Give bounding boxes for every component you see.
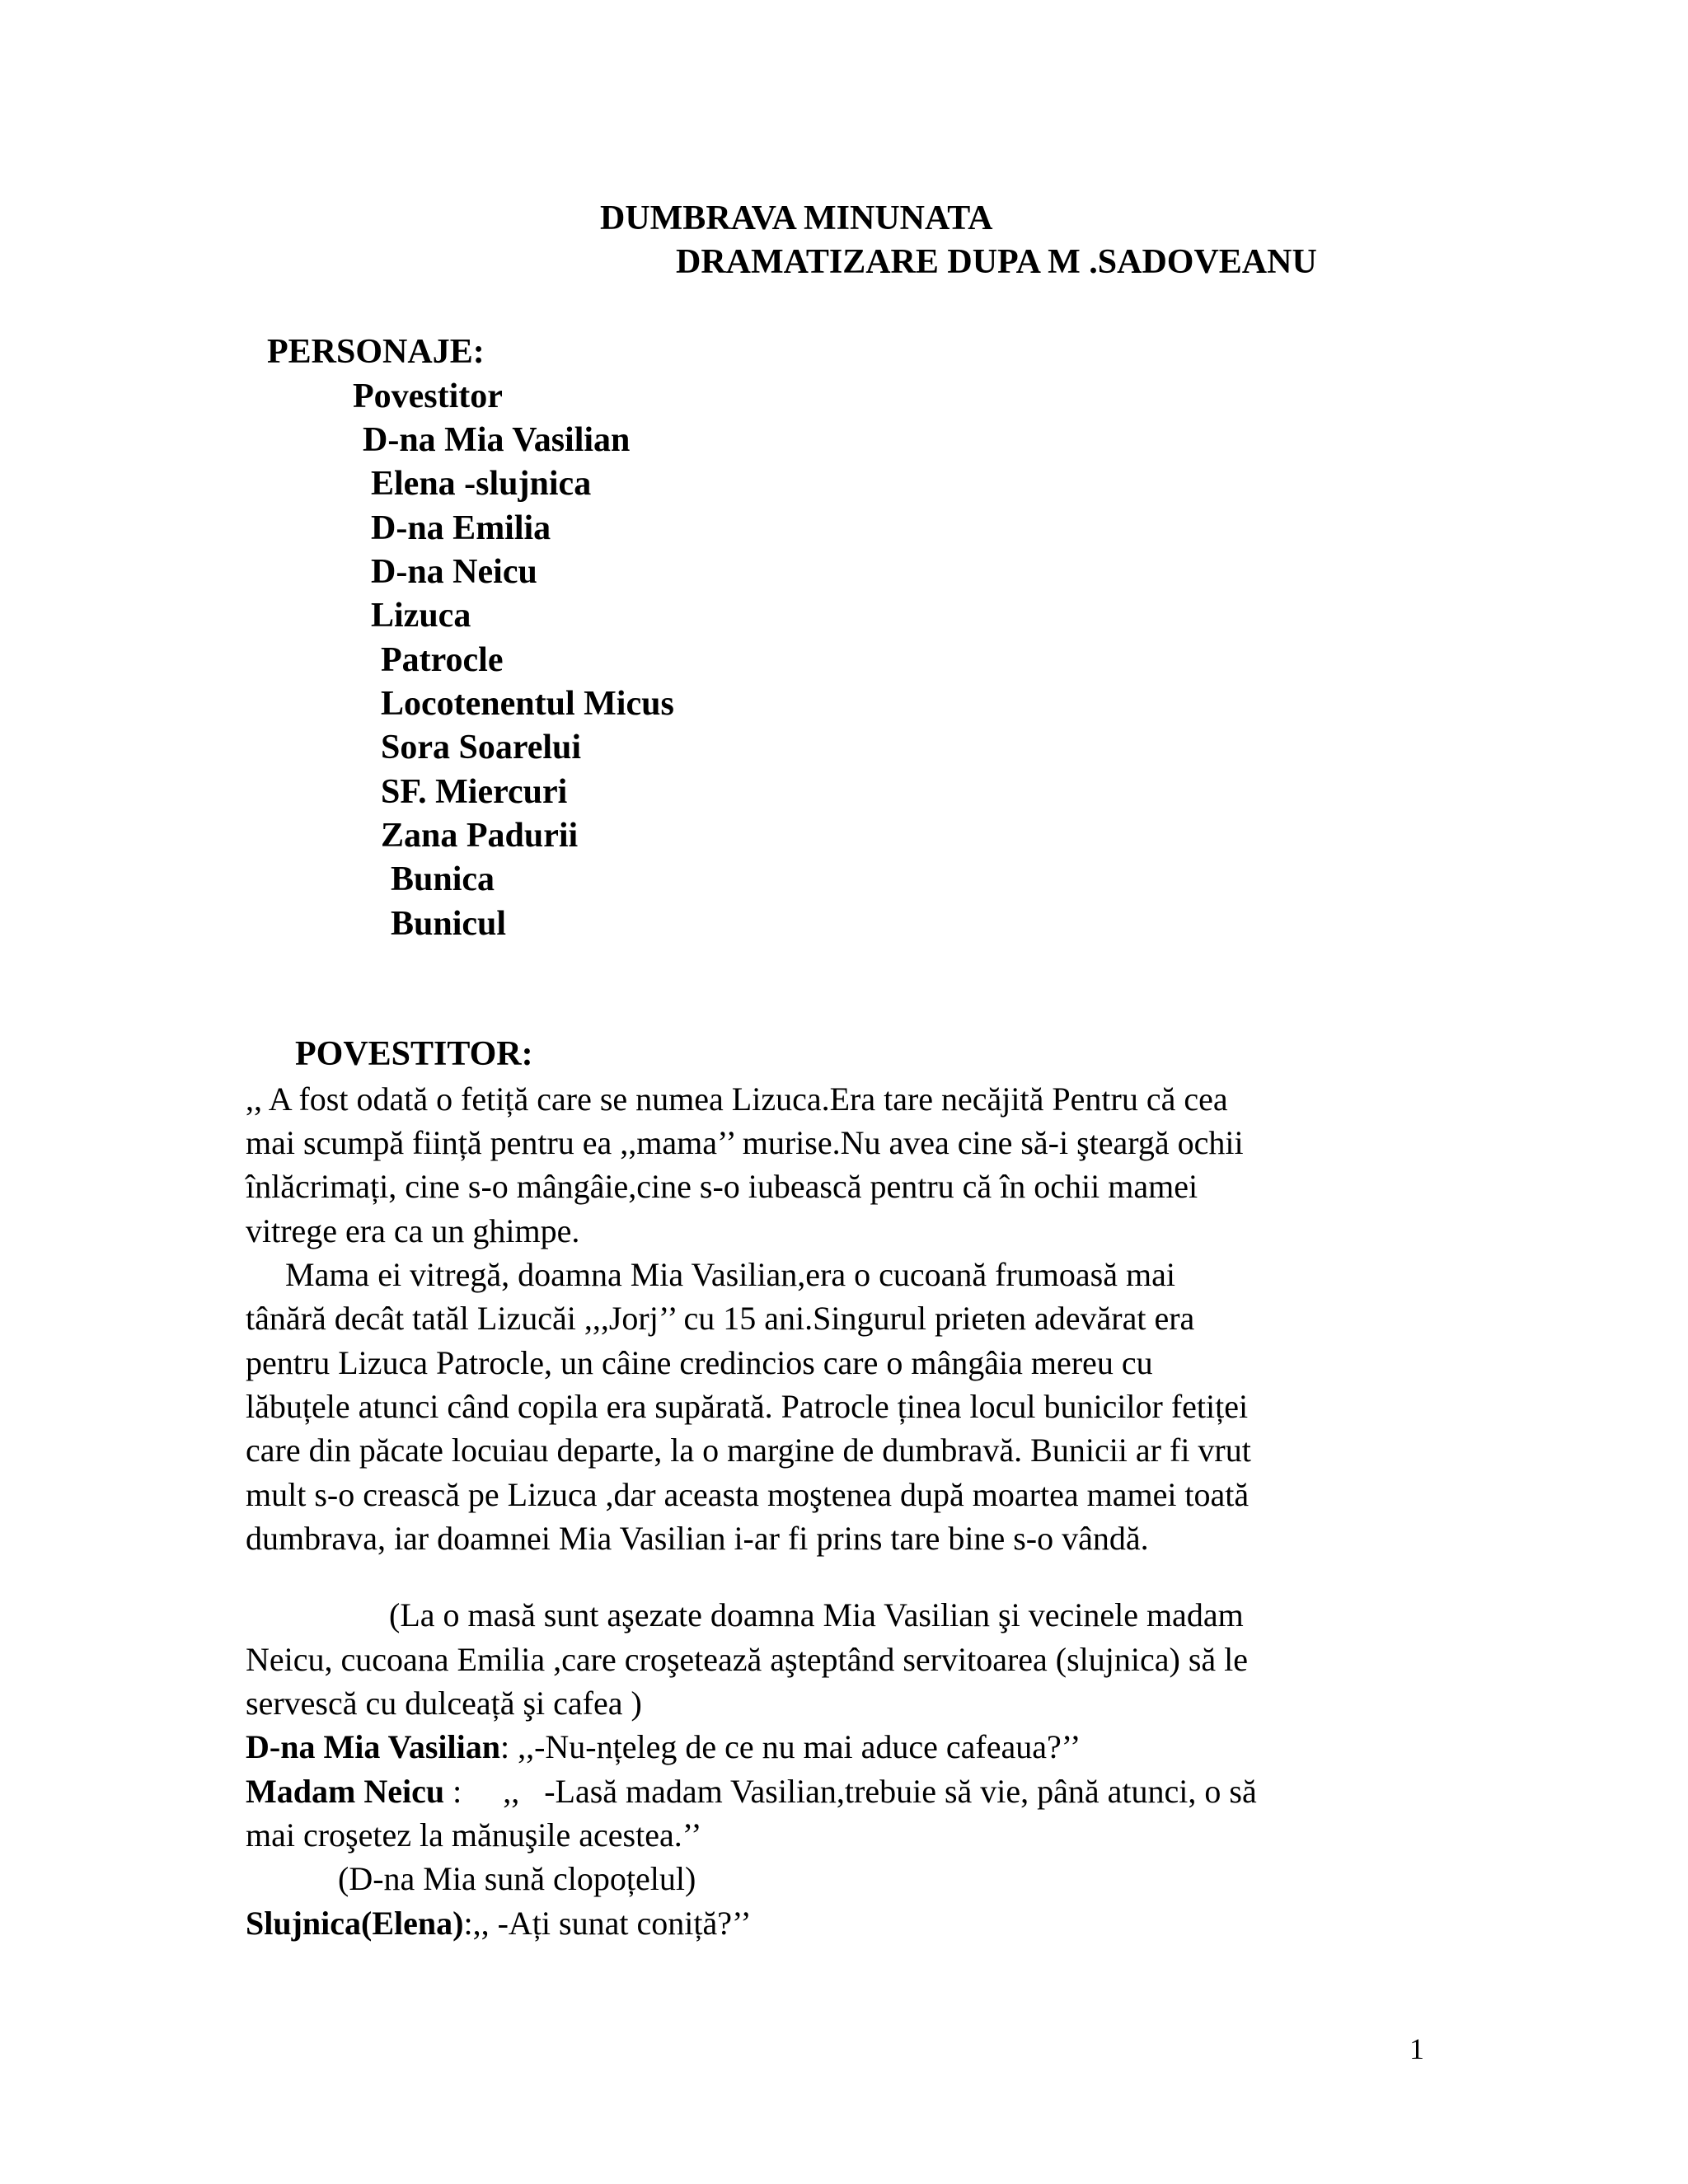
cast-item-sora-soarelui: Sora Soarelui <box>381 729 582 766</box>
narration-line: vitrege era ca un ghimpe. <box>246 1212 580 1249</box>
cast-item-povestitor: Povestitor <box>353 377 503 415</box>
speaker-separator: : <box>499 1728 510 1765</box>
narration-line: pentru Lizuca Patrocle, un câine credincios care o mângâia mereu cu <box>246 1344 1153 1381</box>
cast-item-patrocle: Patrocle <box>381 641 504 679</box>
cast-item-micus: Locotenentul Micus <box>381 685 674 723</box>
speaker-name: Madam Neicu <box>246 1773 445 1810</box>
cast-item-elena: Elena -slujnica <box>371 465 592 503</box>
narration-line: care din păcate locuiau departe, la o margine de dumbravă. Bunicii ar fi vrut <box>246 1432 1251 1469</box>
cast-item-zana-padurii: Zana Padurii <box>381 817 579 855</box>
narration-line: tânără decât tatăl Lizucăi ,,,Jorj’’ cu 15 ani.Singurul prieten adevărat era <box>246 1300 1195 1337</box>
narration-line: mai scumpă ființă pentru ea ,,mama’’ murise.Nu avea cine să-i şteargă ochii <box>246 1124 1244 1161</box>
cast-item-sf-miercuri: SF. Miercuri <box>381 773 568 811</box>
speaker-name: Slujnica(Elena) <box>246 1905 464 1942</box>
stage-direction-line: (La o masă sunt aşezate doamna Mia Vasilian şi vecinele madam <box>389 1596 1244 1633</box>
narration-line: ,, A fost odată o fetiță care se numea Lizuca.Era tare necăjită Pentru că cea <box>246 1080 1228 1118</box>
cast-item-neicu: D-na Neicu <box>371 553 537 591</box>
dialogue-text: :,, -Ați sunat coniță?’’ <box>463 1905 752 1942</box>
personaje-heading: PERSONAJE: <box>267 333 485 371</box>
narration-line: dumbrava, iar doamnei Mia Vasilian i-ar fi prins tare bine s-o vândă. <box>246 1520 1149 1557</box>
cast-item-bunicul: Bunicul <box>391 905 507 943</box>
cast-item-bunica: Bunica <box>391 860 495 898</box>
stage-direction-line: Neicu, cucoana Emilia ,care croşetează aşteptând servitoarea (slujnica) să le <box>246 1641 1249 1678</box>
dialogue-text: ,, -Lasă madam Vasilian,trebuie să vie, până atunci, o să <box>462 1773 1257 1810</box>
dialogue-text: ,,-Nu-nțeleg de ce nu mai aduce cafeaua?’’ <box>509 1728 1081 1765</box>
narration-line: înlăcrimați, cine s-o mângâie,cine s-o iubească pentru că în ochii mamei <box>246 1168 1198 1205</box>
dialogue-line-mia <box>246 1728 1081 1765</box>
narration-line: lăbuțele atunci când copila era supărată. Patrocle ținea locul bunicilor fetiței <box>246 1388 1249 1425</box>
dialogue-line-slujnica <box>246 1907 752 1940</box>
cast-item-emilia: D-na Emilia <box>371 509 551 547</box>
cast-item-lizuca: Lizuca <box>371 597 471 635</box>
document-subtitle: DRAMATIZARE DUPA M .SADOVEANU <box>676 243 1317 281</box>
narration-line: mult s-o crească pe Lizuca ,dar aceasta moştenea după moartea mamei toată <box>246 1476 1250 1513</box>
stage-direction-bell: (D-na Mia sună clopoțelul) <box>338 1860 696 1897</box>
speaker-separator: : <box>444 1773 462 1810</box>
narration-line: Mama ei vitregă, doamna Mia Vasilian,era o cucoană frumoasă mai <box>285 1256 1175 1293</box>
povestitor-heading: POVESTITOR: <box>295 1035 533 1073</box>
speaker-name: D-na Mia Vasilian <box>246 1728 500 1765</box>
page-number: 1 <box>1409 2032 1424 2065</box>
cast-item-mia-vasilian: D-na Mia Vasilian <box>363 421 631 459</box>
dialogue-line-neicu <box>246 1775 1257 1808</box>
document-title: DUMBRAVA MINUNATA <box>600 199 993 237</box>
stage-direction-line: servescă cu dulceață şi cafea ) <box>246 1685 642 1722</box>
dialogue-continuation: mai croşetez la mănuşile acestea.’’ <box>246 1816 702 1854</box>
